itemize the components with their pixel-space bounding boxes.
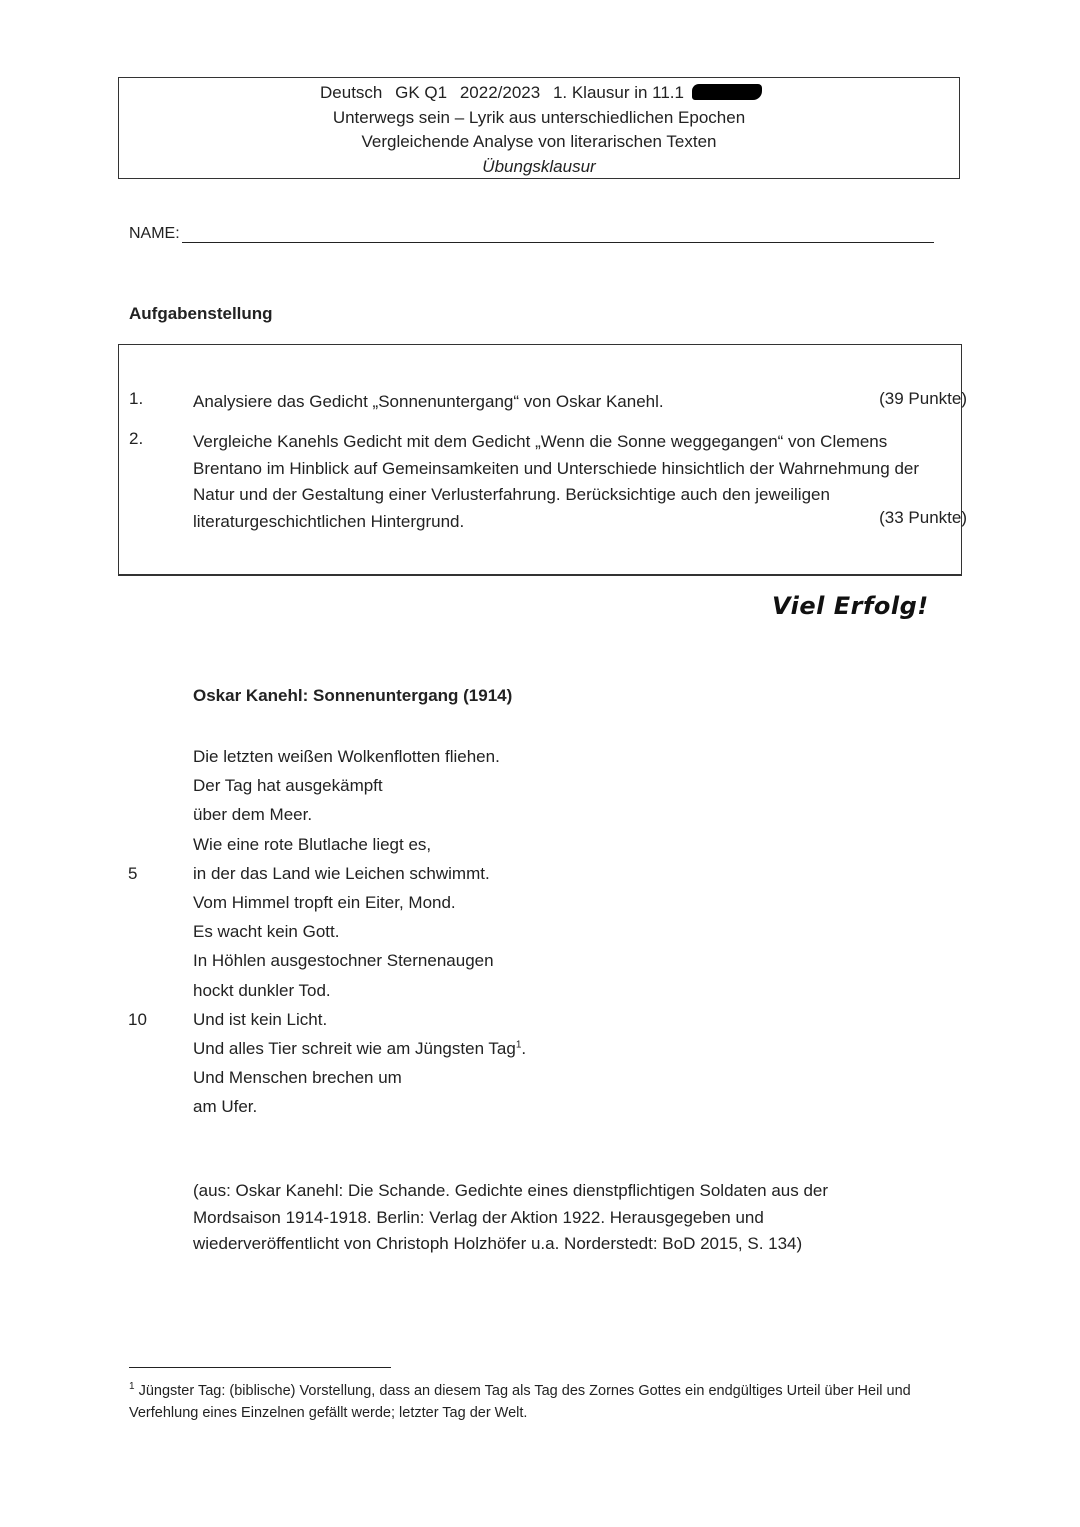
success-message: Viel Erfolg! [772, 592, 929, 620]
poem-title: Oskar Kanehl: Sonnenuntergang (1914) [193, 686, 513, 705]
line-text [193, 1034, 526, 1063]
line-text: Und ist kein Licht. [193, 1009, 328, 1029]
task-number: 2. [129, 429, 144, 448]
line-text: in der das Land wie Leichen schwimmt. [193, 863, 490, 883]
line-number: 5 [128, 863, 138, 883]
header-topic: Unterwegs sein – Lyrik aus unterschiedlichen Epochen [332, 107, 746, 127]
line-text: am Ufer. [193, 1097, 258, 1117]
footnote-divider [129, 1367, 391, 1368]
line-text: Es wacht kein Gott. [193, 922, 340, 942]
footnote-text: Jüngster Tag: (biblische) Vorstellung, dass an diesem Tag als Tag des Zornes Gottes ein endgültiges Urteil über Heil und Verfehlung eines Einzelnen gefällt werde; letzter Tag der Welt. [129, 1383, 911, 1421]
header-note: Übungsklausur [482, 156, 596, 176]
line-text: Vom Himmel tropft ein Eiter, Mond. [193, 892, 456, 912]
task-text: Analysiere das Gedicht „Sonnenuntergang“ von Oskar Kanehl. [193, 392, 664, 411]
tasks-heading: Aufgabenstellung [129, 304, 273, 323]
footnote-reference[interactable]: 1 [515, 1039, 522, 1051]
line-text: Der Tag hat ausgekämpft [193, 776, 383, 796]
line-text: Die letzten weißen Wolkenflotten fliehen. [193, 747, 500, 766]
header-box [118, 77, 960, 179]
task-box [118, 344, 967, 576]
header-course: GK Q1 [395, 83, 448, 102]
line-text-end: . [521, 1038, 527, 1058]
line-text: Und Menschen brechen um [193, 1068, 402, 1088]
line-number: 10 [128, 1009, 147, 1029]
task-points: (33 Punkte) [879, 508, 967, 527]
line-text-main: Und alles Tier schreit wie am Jüngsten Tag [193, 1038, 516, 1058]
header-type: Vergleichende Analyse von literarischen Texten [361, 132, 717, 151]
line-text: Wie eine rote Blutlache liegt es, [193, 834, 432, 854]
task-text: Vergleiche Kanehls Gedicht mit dem Gedicht „Wenn die Sonne weggegangen“ von Clemens Brentano im Hinblick auf Gemeinsamkeiten und Unterschiede hinsichtlich der Wahrnehmung der Natur und der Gestaltung einer Verlusterfahrung. Berücksichtige auch den jeweiligen literaturgeschichtlichen Hintergrund. [193, 432, 920, 531]
header-exam: 1. Klausur in 11.1 [552, 83, 684, 102]
task-points: (39 Punkte) [879, 389, 967, 408]
name-field-line[interactable] [182, 224, 934, 243]
name-label: NAME: [129, 225, 180, 242]
footnote [129, 1380, 954, 1424]
header-subject: Deutsch [320, 83, 383, 102]
footnote-marker: 1 [129, 1381, 135, 1393]
task-number: 1. [129, 389, 144, 408]
line-text: hockt dunkler Tod. [193, 980, 331, 1000]
line-text: über dem Meer. [193, 805, 313, 825]
header-first-line [119, 81, 959, 106]
source-citation: (aus: Oskar Kanehl: Die Schande. Gedichte eines dienstpflichtigen Soldaten aus der Mordsaison 1914-1918. Berlin: Verlag der Aktion 1922. Herausgegeben und wiederveröffentlicht von Christoph Holzhöfer u.a. Norderstedt: BoD 2015, S. 134) [193, 1181, 829, 1253]
header-year: 2022/2023 [459, 83, 541, 102]
redaction-mark [692, 84, 762, 100]
name-row [129, 224, 934, 243]
line-text: In Höhlen ausgestochner Sternenaugen [193, 951, 494, 971]
